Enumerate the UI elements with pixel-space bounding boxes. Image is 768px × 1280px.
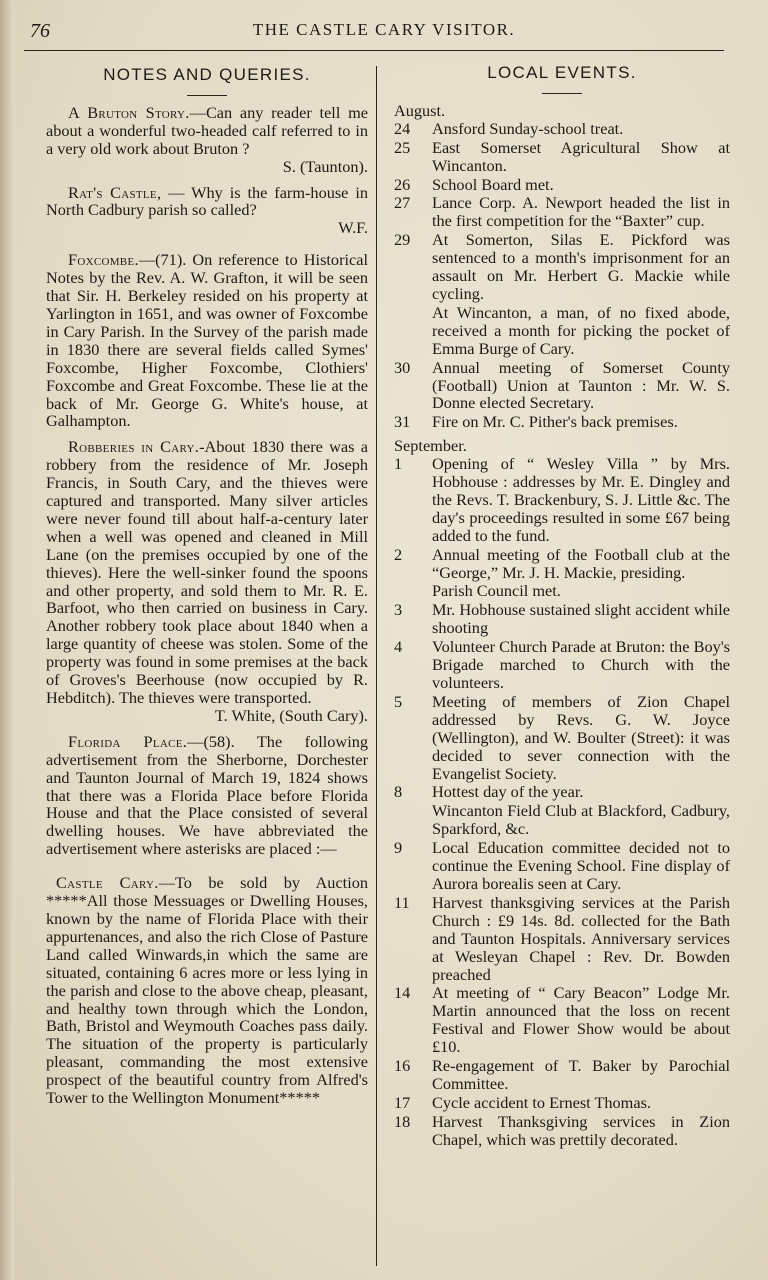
- event-day: 29: [394, 230, 411, 250]
- month-section: [394, 437, 730, 1148]
- event-day: 26: [394, 174, 411, 194]
- event-entry: [394, 582, 730, 600]
- month-heading: September.: [394, 436, 467, 456]
- event-day: 30: [394, 357, 411, 377]
- event-day: 11: [394, 892, 410, 912]
- event-text: Annual meeting of the Football club at the “George,” Mr. J. H. Mackie, presiding.: [432, 544, 730, 582]
- note-item: [46, 438, 368, 725]
- event-text: Lance Corp. A. Newport headed the list in the first competition for the “Baxter” cup.: [432, 193, 730, 231]
- event-text: Local Education committee decided not to continue the Evening School. Fine display of Aurora borealis seen at Cary.: [432, 838, 730, 893]
- note-body: —(58). The following advertisement from the Sherborne, Dorchester and Taunton Journal of March 19, 1824 shows that there was a Florida Place before Florida House and that the Place consisted of several dwelling houses. We have abbreviated the advertisement where asterisks are placed :—: [46, 731, 368, 859]
- local-events-column: [394, 60, 730, 1149]
- event-day: 17: [394, 1092, 411, 1112]
- note-body: —Can any reader tell me about a wonderful two-headed calf referred to in a very old work about Bruton ?: [46, 102, 368, 158]
- event-day: 27: [394, 193, 411, 213]
- event-text: Mr. Hobhouse sustained slight accident while shooting: [432, 600, 730, 638]
- event-entry: [394, 455, 730, 545]
- events-title: LOCAL EVENTS.: [487, 63, 637, 82]
- note-heading: Rat's Castle,: [68, 182, 162, 202]
- event-day: 8: [394, 782, 403, 802]
- event-text: Volunteer Church Parade at Bruton: the Boy's Brigade marched to Church with the volunteers.: [432, 637, 730, 692]
- notes-title: NOTES AND QUERIES.: [103, 65, 311, 84]
- month-section: [394, 102, 730, 431]
- event-entry: [394, 894, 730, 984]
- journal-title: THE CASTLE CARY VISITOR.: [252, 20, 516, 39]
- event-text: Ansford Sunday-school treat.: [432, 118, 624, 138]
- event-day: 2: [394, 544, 403, 564]
- note-item: [46, 733, 368, 858]
- note-item: [46, 104, 368, 176]
- advertisement-quote: [46, 874, 368, 1107]
- binding-gutter: [0, 0, 14, 1280]
- note-signature: T. White, (South Cary).: [214, 705, 368, 725]
- event-entry: [394, 1113, 730, 1149]
- note-item: [46, 251, 368, 430]
- event-day: 18: [394, 1111, 411, 1131]
- note-heading: Florida Place.: [68, 731, 188, 751]
- note-signature: W.F.: [338, 218, 368, 238]
- event-text: Parish Council met.: [432, 581, 561, 601]
- event-day: 24: [394, 118, 411, 138]
- event-text: Annual meeting of Somerset County (Football) Union at Taunton : Mr. W. S. Donne elected Secretary.: [432, 357, 730, 413]
- event-entry: [394, 139, 730, 175]
- event-entry: [394, 194, 730, 230]
- header-rule: [24, 50, 724, 51]
- event-text: Harvest Thanksgiving services in Zion Chapel, which was prettily decorated.: [432, 1111, 730, 1149]
- title-rule: [542, 93, 582, 94]
- notes-and-queries-column: [46, 60, 368, 1115]
- event-entry: [394, 984, 730, 1056]
- events-list: [394, 102, 730, 1149]
- title-rule: [187, 95, 227, 96]
- event-day: 16: [394, 1056, 411, 1076]
- event-day: 1: [394, 454, 403, 474]
- advert-body: —To be sold by Auction *****All those Messuages or Dwelling Houses, known by the name of Florida Place with their appurtenances, and also the rich Close of Pasture Land called Winwards,in which the same are situated, containing 6 acres more or less lying in the parish and close to the above cheap, pleasant, and healthy town through which the London, Bath, Bristol and Weymouth Coaches pass daily. The situation of the property is particularly pleasant, commanding the most extensive prospect of the beautiful country from Alfred's Tower to the Wellington Monument*****: [46, 873, 369, 1108]
- event-text: Opening of “ Wesley Villa ” by Mrs. Hobhouse : addresses by Mr. E. Dingley and the Revs. T. Brackenbury, S. J. Little &c. The day's proceedings resulted in some £67 being added to the fund.: [432, 454, 730, 545]
- event-text: Hottest day of the year.: [432, 782, 584, 802]
- event-text: Meeting of members of Zion Chapel addressed by Revs. G. W. Joyce (Wellington), and W. Boulter (Street): it was decided to sever connection with the Evangelist Society.: [432, 691, 730, 783]
- event-entry: [394, 413, 730, 431]
- note-signature: S. (Taunton).: [282, 156, 368, 176]
- event-text: Re-engagement of T. Baker by Parochial Committee.: [432, 1056, 730, 1093]
- event-entry: [394, 601, 730, 637]
- event-entry: [394, 1094, 730, 1112]
- event-day: 25: [394, 137, 411, 157]
- event-entry: [394, 231, 730, 303]
- event-entry: [394, 693, 730, 783]
- note-item: [46, 184, 368, 238]
- event-text: Wincanton Field Club at Blackford, Cadbury, Sparkford, &c.: [432, 801, 730, 839]
- event-entry: [394, 839, 730, 893]
- event-entry: [394, 802, 730, 838]
- event-entry: [394, 546, 730, 582]
- event-day: 4: [394, 637, 403, 657]
- event-entry: [394, 176, 730, 194]
- event-entry: [394, 638, 730, 692]
- event-day: 3: [394, 600, 403, 620]
- event-text: At Wincanton, a man, of no fixed abode, received a month for picking the pocket of Emma Burge of Cary.: [432, 302, 730, 358]
- event-entry: [394, 359, 730, 413]
- event-day: 14: [394, 983, 411, 1003]
- event-entry: [394, 1057, 730, 1093]
- note-heading: Foxcombe.: [68, 250, 139, 270]
- event-text: Cycle accident to Ernest Thomas.: [432, 1092, 651, 1112]
- note-heading: A Bruton Story.: [68, 102, 190, 122]
- note-body: — Why is the farm-house in North Cadbury parish so called?: [46, 182, 368, 220]
- advert-heading: Castle Cary.: [56, 873, 159, 893]
- event-entry: [394, 304, 730, 358]
- event-day: 9: [394, 838, 403, 858]
- event-text: East Somerset Agricultural Show at Wincanton.: [432, 137, 730, 175]
- event-text: Harvest thanksgiving services at the Parish Church : £9 14s. 8d. collected for the Bath and Taunton Hospitals. Anniversary services at Wesleyan Chapel : Rev. Dr. Bowden preached: [432, 892, 730, 984]
- month-heading: August.: [394, 100, 446, 120]
- event-day: 5: [394, 691, 403, 711]
- note-body: -About 1830 there was a robbery from the residence of Mr. Joseph Francis, in South Cary, and the thieves were captured and transported. Many silver articles were never found till about half-a-century later when a well was opened and cleaned in Mill Lane (on the premises occupied by one of the thieves). Here the well-sinker found the spoons and other property, and sold them to Mr. R. E. Barfoot, who then carried on business in Cary. Another robbery took place about 1840 when a large quantity of cheese was stolen. Some of the property was found in some premises at the back of Groves's Beerhouse (now occupied by R. Hebditch). The thieves were transported.: [46, 437, 368, 707]
- note-body: —(71). On reference to Historical Notes by the Rev. A. W. Grafton, it will be seen that Sir. H. Berkeley resided on his property at Yarlington in 1651, and was owner of Foxcombe in Cary Parish. In the Survey of the parish made in 1830 there are several fields called Symes' Foxcombe, Higher Foxcombe, Clothiers' Foxcombe and Great Foxcombe. These lie at the back of Mr. George G. White's house, at Galhampton.: [46, 250, 368, 431]
- event-text: School Board met.: [432, 174, 554, 194]
- page-number: 76: [30, 20, 50, 42]
- running-header: [0, 18, 768, 46]
- event-day: 31: [394, 412, 411, 432]
- note-heading: Robberies in Cary.: [68, 437, 200, 457]
- event-entry: [394, 783, 730, 801]
- column-divider: [376, 66, 377, 1266]
- event-text: Fire on Mr. C. Pither's back premises.: [432, 412, 678, 432]
- event-text: At Somerton, Silas E. Pickford was sentenced to a month's imprisonment for an assault on Mr. Herbert G. Mackie while cycling.: [432, 230, 730, 303]
- event-text: At meeting of “ Cary Beacon” Lodge Mr. Martin announced that the loss on recent Festival and Flower Show would be about £10.: [432, 983, 730, 1057]
- event-entry: [394, 120, 730, 138]
